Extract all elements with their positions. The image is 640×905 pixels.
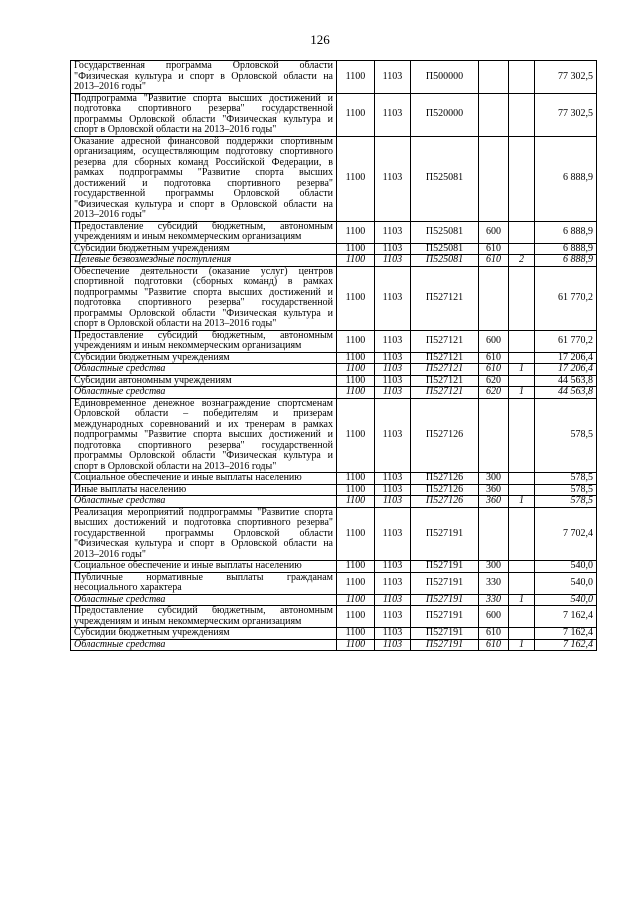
row-subsection-code: 1103 <box>375 496 411 508</box>
table-row <box>71 496 597 508</box>
row-section-code: 1100 <box>337 221 375 243</box>
row-amount: 44 563,8 <box>535 387 597 399</box>
table-row <box>71 93 597 136</box>
row-subsection-code: 1103 <box>375 136 411 221</box>
row-section-code: 1100 <box>337 628 375 640</box>
row-amount: 6 888,9 <box>535 243 597 255</box>
row-target-article-code: П527191 <box>411 639 479 651</box>
row-amount: 540,0 <box>535 561 597 573</box>
row-target-article-code: П527191 <box>411 572 479 594</box>
row-section-code: 1100 <box>337 330 375 352</box>
row-source-code <box>509 375 535 387</box>
table-row <box>71 375 597 387</box>
row-amount: 77 302,5 <box>535 61 597 94</box>
row-target-article-code: П527121 <box>411 375 479 387</box>
table-row <box>71 387 597 399</box>
table-row <box>71 243 597 255</box>
row-source-code <box>509 473 535 485</box>
row-amount: 7 162,4 <box>535 639 597 651</box>
row-name-cell: Государственная программа Орловской области "Физическая культура и спорт в Орловской области на 2013–2016 годы" <box>71 61 337 94</box>
table-row <box>71 61 597 94</box>
row-amount: 61 770,2 <box>535 266 597 330</box>
row-target-article-code: П527191 <box>411 594 479 606</box>
row-amount: 540,0 <box>535 572 597 594</box>
row-target-article-code: П527121 <box>411 352 479 364</box>
row-source-code: 1 <box>509 496 535 508</box>
row-subsection-code: 1103 <box>375 484 411 496</box>
row-section-code: 1100 <box>337 561 375 573</box>
row-amount: 7 702,4 <box>535 507 597 561</box>
row-amount: 6 888,9 <box>535 136 597 221</box>
row-subsection-code: 1103 <box>375 507 411 561</box>
row-name-cell: Предоставление субсидий бюджетным, автономным учреждениям и иным некоммерческим организациям <box>71 221 337 243</box>
row-subsection-code: 1103 <box>375 243 411 255</box>
row-amount: 61 770,2 <box>535 330 597 352</box>
row-section-code: 1100 <box>337 243 375 255</box>
row-subsection-code: 1103 <box>375 473 411 485</box>
row-source-code <box>509 93 535 136</box>
row-source-code <box>509 606 535 628</box>
row-target-article-code: П527126 <box>411 398 479 473</box>
row-name-cell: Подпрограмма "Развитие спорта высших достижений и подготовка спортивного резерва" государственной программы Орловской области "Физическая культура и спорт в Орловской области на 2013–2016 годы" <box>71 93 337 136</box>
row-amount: 77 302,5 <box>535 93 597 136</box>
row-expense-type-code: 600 <box>479 221 509 243</box>
row-amount: 578,5 <box>535 473 597 485</box>
budget-table <box>70 60 597 651</box>
row-section-code: 1100 <box>337 484 375 496</box>
table-row <box>71 606 597 628</box>
row-section-code: 1100 <box>337 364 375 376</box>
row-expense-type-code <box>479 93 509 136</box>
row-section-code: 1100 <box>337 507 375 561</box>
table-row <box>71 507 597 561</box>
row-target-article-code: П525081 <box>411 136 479 221</box>
row-name-cell: Оказание адресной финансовой поддержки спортивным организациям, осуществляющим подготовку спортивного резерва для сборных команд Российской Федерации, в рамках подпрограммы "Развитие спорта высших достижений и подготовка спортивного резерва" государственной программы Орловской области "Физическая культура и спорт в Орловской области на 2013–2016 годы" <box>71 136 337 221</box>
row-subsection-code: 1103 <box>375 375 411 387</box>
table-row <box>71 266 597 330</box>
row-expense-type-code: 610 <box>479 364 509 376</box>
row-target-article-code: П527191 <box>411 606 479 628</box>
row-source-code <box>509 628 535 640</box>
row-name-cell: Субсидии бюджетным учреждениям <box>71 243 337 255</box>
row-name-cell: Областные средства <box>71 364 337 376</box>
row-expense-type-code: 610 <box>479 352 509 364</box>
row-name-cell: Предоставление субсидий бюджетным, автономным учреждениям и иным некоммерческим организациям <box>71 606 337 628</box>
row-target-article-code: П527121 <box>411 364 479 376</box>
table-row <box>71 221 597 243</box>
row-source-code <box>509 61 535 94</box>
row-expense-type-code <box>479 136 509 221</box>
row-subsection-code: 1103 <box>375 398 411 473</box>
row-amount: 44 563,8 <box>535 375 597 387</box>
table-row <box>71 561 597 573</box>
row-expense-type-code <box>479 266 509 330</box>
row-subsection-code: 1103 <box>375 330 411 352</box>
row-name-cell: Социальное обеспечение и иные выплаты населению <box>71 473 337 485</box>
row-name-cell: Областные средства <box>71 387 337 399</box>
row-section-code: 1100 <box>337 606 375 628</box>
row-target-article-code: П527191 <box>411 628 479 640</box>
row-name-cell: Единовременное денежное вознаграждение спортсменам Орловской области – победителям и призерам международных соревнований и их тренерам в рамках подпрограммы "Развитие спорта высших достижений и подготовка спортивного резерва" государственной программы Орловской области "Физическая культура и спорт в Орловской области на 2013–2016 годы" <box>71 398 337 473</box>
row-subsection-code: 1103 <box>375 628 411 640</box>
row-subsection-code: 1103 <box>375 594 411 606</box>
row-target-article-code: П527191 <box>411 561 479 573</box>
table-row <box>71 484 597 496</box>
row-subsection-code: 1103 <box>375 364 411 376</box>
row-amount: 7 162,4 <box>535 628 597 640</box>
row-amount: 6 888,9 <box>535 255 597 267</box>
row-section-code: 1100 <box>337 398 375 473</box>
row-subsection-code: 1103 <box>375 387 411 399</box>
row-subsection-code: 1103 <box>375 606 411 628</box>
row-target-article-code: П525081 <box>411 221 479 243</box>
row-amount: 578,5 <box>535 398 597 473</box>
row-amount: 578,5 <box>535 484 597 496</box>
table-row <box>71 594 597 606</box>
row-expense-type-code: 610 <box>479 243 509 255</box>
row-expense-type-code: 300 <box>479 473 509 485</box>
row-target-article-code: П527121 <box>411 266 479 330</box>
row-section-code: 1100 <box>337 572 375 594</box>
row-target-article-code: П527121 <box>411 330 479 352</box>
row-section-code: 1100 <box>337 266 375 330</box>
row-expense-type-code: 330 <box>479 594 509 606</box>
row-subsection-code: 1103 <box>375 572 411 594</box>
row-section-code: 1100 <box>337 136 375 221</box>
row-section-code: 1100 <box>337 255 375 267</box>
row-amount: 578,5 <box>535 496 597 508</box>
row-name-cell: Субсидии бюджетным учреждениям <box>71 628 337 640</box>
row-section-code: 1100 <box>337 594 375 606</box>
row-expense-type-code: 610 <box>479 628 509 640</box>
row-target-article-code: П527126 <box>411 473 479 485</box>
row-target-article-code: П527126 <box>411 484 479 496</box>
row-name-cell: Публичные нормативные выплаты гражданам несоциального характера <box>71 572 337 594</box>
page-number: 126 <box>310 32 330 47</box>
row-source-code: 2 <box>509 255 535 267</box>
row-name-cell: Обеспечение деятельности (оказание услуг) центров спортивной подготовки (сборных команд) в рамках подпрограммы "Развитие спорта высших достижений и подготовка спортивного резерва" государственной программы Орловской области "Физическая культура и спорт в Орловской области на 2013–2016 годы" <box>71 266 337 330</box>
row-expense-type-code <box>479 61 509 94</box>
row-expense-type-code: 360 <box>479 484 509 496</box>
row-section-code: 1100 <box>337 639 375 651</box>
row-expense-type-code: 300 <box>479 561 509 573</box>
row-target-article-code: П527191 <box>411 507 479 561</box>
row-target-article-code: П500000 <box>411 61 479 94</box>
row-subsection-code: 1103 <box>375 266 411 330</box>
row-expense-type-code: 360 <box>479 496 509 508</box>
row-target-article-code: П525081 <box>411 255 479 267</box>
table-row <box>71 330 597 352</box>
row-name-cell: Областные средства <box>71 639 337 651</box>
row-amount: 17 206,4 <box>535 364 597 376</box>
row-section-code: 1100 <box>337 93 375 136</box>
row-expense-type-code: 610 <box>479 255 509 267</box>
row-amount: 7 162,4 <box>535 606 597 628</box>
row-source-code: 1 <box>509 594 535 606</box>
row-name-cell: Областные средства <box>71 496 337 508</box>
row-section-code: 1100 <box>337 496 375 508</box>
row-section-code: 1100 <box>337 375 375 387</box>
row-subsection-code: 1103 <box>375 255 411 267</box>
row-source-code <box>509 352 535 364</box>
row-expense-type-code: 620 <box>479 375 509 387</box>
row-target-article-code: П520000 <box>411 93 479 136</box>
row-source-code <box>509 561 535 573</box>
row-source-code: 1 <box>509 364 535 376</box>
row-source-code <box>509 266 535 330</box>
row-source-code <box>509 330 535 352</box>
row-target-article-code: П527121 <box>411 387 479 399</box>
row-expense-type-code: 620 <box>479 387 509 399</box>
row-name-cell: Областные средства <box>71 594 337 606</box>
row-source-code: 1 <box>509 639 535 651</box>
row-section-code: 1100 <box>337 387 375 399</box>
row-subsection-code: 1103 <box>375 639 411 651</box>
row-name-cell: Предоставление субсидий бюджетным, автономным учреждениям и иным некоммерческим организациям <box>71 330 337 352</box>
row-expense-type-code: 610 <box>479 639 509 651</box>
row-subsection-code: 1103 <box>375 93 411 136</box>
row-name-cell: Субсидии автономным учреждениям <box>71 375 337 387</box>
budget-table-body <box>71 61 597 651</box>
row-source-code <box>509 572 535 594</box>
row-section-code: 1100 <box>337 473 375 485</box>
row-subsection-code: 1103 <box>375 61 411 94</box>
row-subsection-code: 1103 <box>375 352 411 364</box>
row-target-article-code: П527126 <box>411 496 479 508</box>
table-row <box>71 473 597 485</box>
table-row <box>71 255 597 267</box>
row-amount: 17 206,4 <box>535 352 597 364</box>
row-expense-type-code: 600 <box>479 330 509 352</box>
row-name-cell: Реализация мероприятий подпрограммы "Развитие спорта высших достижений и подготовка спортивного резерва" государственной программы Орловской области "Физическая культура и спорт в Орловской области на 2013–2016 годы" <box>71 507 337 561</box>
row-source-code <box>509 221 535 243</box>
row-section-code: 1100 <box>337 61 375 94</box>
table-row <box>71 398 597 473</box>
row-subsection-code: 1103 <box>375 221 411 243</box>
row-expense-type-code <box>479 507 509 561</box>
row-target-article-code: П525081 <box>411 243 479 255</box>
row-amount: 540,0 <box>535 594 597 606</box>
row-section-code: 1100 <box>337 352 375 364</box>
row-name-cell: Субсидии бюджетным учреждениям <box>71 352 337 364</box>
row-source-code <box>509 484 535 496</box>
row-source-code <box>509 507 535 561</box>
row-expense-type-code: 330 <box>479 572 509 594</box>
row-name-cell: Социальное обеспечение и иные выплаты населению <box>71 561 337 573</box>
row-name-cell: Целевые безвозмездные поступления <box>71 255 337 267</box>
row-source-code: 1 <box>509 387 535 399</box>
row-subsection-code: 1103 <box>375 561 411 573</box>
row-source-code <box>509 243 535 255</box>
row-name-cell: Иные выплаты населению <box>71 484 337 496</box>
row-source-code <box>509 398 535 473</box>
row-expense-type-code: 600 <box>479 606 509 628</box>
table-row <box>71 136 597 221</box>
row-source-code <box>509 136 535 221</box>
table-row <box>71 628 597 640</box>
table-row <box>71 572 597 594</box>
row-expense-type-code <box>479 398 509 473</box>
table-row <box>71 352 597 364</box>
table-row <box>71 639 597 651</box>
row-amount: 6 888,9 <box>535 221 597 243</box>
table-row <box>71 364 597 376</box>
